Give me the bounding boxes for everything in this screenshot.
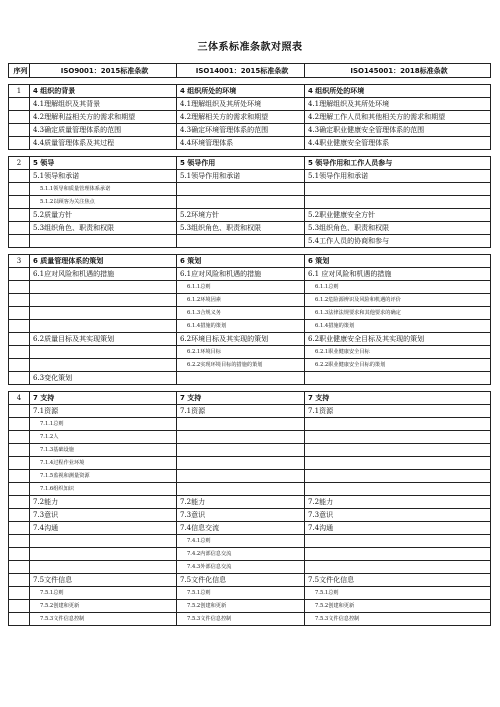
iso14001-cell: 4.3确定环境管理体系的范围 (177, 124, 305, 137)
table-row (9, 431, 491, 444)
section-number-cell (9, 483, 30, 496)
iso14001-cell (177, 183, 305, 196)
iso14001-cell: 7.4.2内部信息交流 (177, 548, 305, 561)
section-number-cell (9, 561, 30, 574)
section-number-cell (9, 535, 30, 548)
iso9001-cell: 7.3意识 (30, 509, 177, 522)
iso14001-cell: 6.1应对风险和机遇的措施 (177, 268, 305, 281)
iso9001-cell: 7 支持 (30, 392, 177, 405)
iso45001-cell: 7.5文件化信息 (305, 574, 491, 587)
iso9001-cell: 6.2质量目标及其实现策划 (30, 333, 177, 346)
iso45001-cell: 5.1领导作用和承诺 (305, 170, 491, 183)
iso45001-cell: 7.5.2创建和更新 (305, 600, 491, 613)
section-number-cell (9, 470, 30, 483)
iso45001-cell: 4.1理解组织及其所处环境 (305, 98, 491, 111)
section-number-cell (9, 346, 30, 359)
section-number: 2 (9, 157, 30, 170)
table-row (9, 255, 491, 268)
iso9001-cell: 7.1.5监视和测量资源 (30, 470, 177, 483)
table-row (9, 359, 491, 372)
col-header-iso45001: ISO145001：2018标准条款 (305, 64, 491, 78)
iso45001-cell: 6.2.2职业健康安全目标的策划 (305, 359, 491, 372)
iso45001-cell (305, 535, 491, 548)
iso9001-cell (30, 235, 177, 248)
section-number: 1 (9, 85, 30, 98)
iso14001-cell: 5.1领导作用和承诺 (177, 170, 305, 183)
gap-cell (177, 150, 305, 157)
iso9001-cell: 5 领导 (30, 157, 177, 170)
section-number-cell (9, 235, 30, 248)
table-row (9, 333, 491, 346)
gap-cell (305, 78, 491, 85)
section-number-cell (9, 522, 30, 535)
gap-cell (30, 78, 177, 85)
iso45001-cell: 4.2理解工作人员和其他相关方的需求和期望 (305, 111, 491, 124)
section-number-cell (9, 281, 30, 294)
iso14001-cell (177, 444, 305, 457)
iso45001-cell: 7.5.1总则 (305, 587, 491, 600)
iso9001-cell: 7.5.2创建和更新 (30, 600, 177, 613)
col-header-iso14001: ISO14001：2015标准条款 (177, 64, 305, 78)
iso9001-cell: 7.1资源 (30, 405, 177, 418)
iso45001-cell (305, 483, 491, 496)
iso45001-cell: 5.3组织角色、职责和权限 (305, 222, 491, 235)
section-number-cell (9, 137, 30, 150)
gap-cell (30, 150, 177, 157)
iso9001-cell: 4.2理解利益相关方的需求和期望 (30, 111, 177, 124)
iso9001-cell (30, 548, 177, 561)
table-row (9, 98, 491, 111)
iso9001-cell: 5.1.1领导和质量管理体系承诺 (30, 183, 177, 196)
iso45001-cell: 4.4职业健康安全管理体系 (305, 137, 491, 150)
iso14001-cell: 7.4.3外部信息交流 (177, 561, 305, 574)
section-number-cell (9, 124, 30, 137)
iso45001-cell (305, 196, 491, 209)
table-row (9, 600, 491, 613)
iso45001-cell: 4.3确定职业健康安全管理体系的范围 (305, 124, 491, 137)
iso14001-cell: 7.5.1总则 (177, 587, 305, 600)
iso14001-cell: 4.1理解组织及其所处环境 (177, 98, 305, 111)
header-row (9, 64, 491, 78)
table-row (9, 320, 491, 333)
iso14001-cell: 7.4信息交流 (177, 522, 305, 535)
iso14001-cell: 7.5.3文件信息控制 (177, 613, 305, 626)
iso14001-cell: 4.2理解相关方的需求和期望 (177, 111, 305, 124)
gap-cell (177, 248, 305, 255)
gap-cell (9, 78, 30, 85)
iso45001-cell: 7.4沟通 (305, 522, 491, 535)
iso45001-cell (305, 418, 491, 431)
iso14001-cell (177, 431, 305, 444)
iso9001-cell: 7.1.1总则 (30, 418, 177, 431)
iso45001-cell: 7.3意识 (305, 509, 491, 522)
iso14001-cell: 7.2能力 (177, 496, 305, 509)
iso45001-cell (305, 470, 491, 483)
section-number-cell (9, 98, 30, 111)
section-number-cell (9, 183, 30, 196)
section-gap-row (9, 150, 491, 157)
iso45001-cell: 6.2.1职业健康安全目标 (305, 346, 491, 359)
section-number-cell (9, 268, 30, 281)
col-header-iso9001: ISO9001：2015标准条款 (30, 64, 177, 78)
iso14001-cell: 6.2.2实现环境目标的措施的策划 (177, 359, 305, 372)
gap-cell (305, 248, 491, 255)
table-body (9, 78, 491, 626)
table-row (9, 85, 491, 98)
table-row (9, 392, 491, 405)
gap-cell (177, 78, 305, 85)
iso9001-cell: 5.2质量方针 (30, 209, 177, 222)
iso14001-cell (177, 470, 305, 483)
section-number-cell (9, 496, 30, 509)
gap-cell (9, 385, 30, 392)
iso9001-cell (30, 359, 177, 372)
table-row (9, 535, 491, 548)
section-number-cell (9, 170, 30, 183)
gap-cell (30, 248, 177, 255)
iso45001-cell: 4 组织所处的环境 (305, 85, 491, 98)
section-number-cell (9, 431, 30, 444)
iso14001-cell: 7.3意识 (177, 509, 305, 522)
iso9001-cell: 6.1应对风险和机遇的措施 (30, 268, 177, 281)
section-number-cell (9, 372, 30, 385)
iso14001-cell (177, 457, 305, 470)
table-row (9, 183, 491, 196)
table-row (9, 124, 491, 137)
section-number-cell (9, 548, 30, 561)
section-number-cell (9, 320, 30, 333)
table-row (9, 209, 491, 222)
col-header-seq: 序列 (9, 64, 30, 78)
table-row (9, 574, 491, 587)
section-gap-row (9, 248, 491, 255)
iso14001-cell (177, 418, 305, 431)
section-number-cell (9, 600, 30, 613)
gap-cell (30, 385, 177, 392)
gap-cell (305, 150, 491, 157)
table-row (9, 222, 491, 235)
iso14001-cell: 7.1资源 (177, 405, 305, 418)
iso14001-cell (177, 483, 305, 496)
table-row (9, 268, 491, 281)
iso9001-cell (30, 561, 177, 574)
iso9001-cell: 5.3组织角色、职责和权限 (30, 222, 177, 235)
section-number-cell (9, 333, 30, 346)
iso14001-cell: 7.5.2创建和更新 (177, 600, 305, 613)
table-row (9, 457, 491, 470)
section-gap-row (9, 78, 491, 85)
iso9001-cell: 4.1理解组织及其背景 (30, 98, 177, 111)
iso9001-cell: 4 组织的背景 (30, 85, 177, 98)
iso9001-cell: 7.5.3文件信息控制 (30, 613, 177, 626)
iso45001-cell: 6.1.2危险源辨识及风险和机遇的评价 (305, 294, 491, 307)
iso14001-cell (177, 372, 305, 385)
table-row (9, 137, 491, 150)
section-number-cell (9, 587, 30, 600)
iso9001-cell: 7.1.4过程作业环境 (30, 457, 177, 470)
iso45001-cell: 7.1资源 (305, 405, 491, 418)
iso45001-cell: 5.2职业健康安全方针 (305, 209, 491, 222)
table-row (9, 372, 491, 385)
table-row (9, 405, 491, 418)
table-row (9, 235, 491, 248)
table-row (9, 307, 491, 320)
iso14001-cell: 5 领导作用 (177, 157, 305, 170)
section-number-cell (9, 405, 30, 418)
section-number-cell (9, 294, 30, 307)
table-row (9, 470, 491, 483)
iso9001-cell: 4.3确定质量管理体系的范围 (30, 124, 177, 137)
iso14001-cell: 5.2环境方针 (177, 209, 305, 222)
table-row (9, 111, 491, 124)
section-number-cell (9, 613, 30, 626)
table-row (9, 170, 491, 183)
iso45001-cell (305, 457, 491, 470)
iso9001-cell: 6 质量管理体系的策划 (30, 255, 177, 268)
section-number-cell (9, 359, 30, 372)
clause-comparison-table (8, 63, 491, 626)
gap-cell (177, 385, 305, 392)
iso14001-cell: 7.5文件化信息 (177, 574, 305, 587)
iso45001-cell (305, 561, 491, 574)
iso45001-cell (305, 431, 491, 444)
iso14001-cell (177, 196, 305, 209)
table-row (9, 561, 491, 574)
iso9001-cell: 7.5文件信息 (30, 574, 177, 587)
iso45001-cell (305, 372, 491, 385)
iso14001-cell: 6 策划 (177, 255, 305, 268)
iso45001-cell: 6 策划 (305, 255, 491, 268)
document-title: 三体系标准条款对照表 (197, 42, 303, 53)
table-row (9, 483, 491, 496)
iso45001-cell: 6.1.4措施的策划 (305, 320, 491, 333)
section-number: 3 (9, 255, 30, 268)
iso45001-cell: 7.2能力 (305, 496, 491, 509)
gap-cell (9, 248, 30, 255)
iso9001-cell: 6.3变化策划 (30, 372, 177, 385)
iso9001-cell (30, 320, 177, 333)
iso9001-cell: 7.1.3基础设施 (30, 444, 177, 457)
iso14001-cell: 5.3组织角色、职责和权限 (177, 222, 305, 235)
section-number-cell (9, 196, 30, 209)
section-number-cell (9, 509, 30, 522)
section-number-cell (9, 418, 30, 431)
iso14001-cell: 6.2.1环境目标 (177, 346, 305, 359)
section-gap-row (9, 385, 491, 392)
table-row (9, 294, 491, 307)
table-row (9, 281, 491, 294)
iso45001-cell: 6.2职业健康安全目标及其实现的策划 (305, 333, 491, 346)
section-number-cell (9, 574, 30, 587)
iso14001-cell: 6.1.1总则 (177, 281, 305, 294)
iso14001-cell: 6.2环境目标及其实现的策划 (177, 333, 305, 346)
iso14001-cell: 4 组织所处的环境 (177, 85, 305, 98)
table-row (9, 346, 491, 359)
iso9001-cell (30, 307, 177, 320)
table-row (9, 548, 491, 561)
section-number-cell (9, 111, 30, 124)
iso9001-cell: 4.4质量管理体系及其过程 (30, 137, 177, 150)
table-row (9, 444, 491, 457)
table-row (9, 522, 491, 535)
table-row (9, 418, 491, 431)
section-number-cell (9, 444, 30, 457)
iso9001-cell: 7.5.1总则 (30, 587, 177, 600)
iso14001-cell: 7 支持 (177, 392, 305, 405)
iso9001-cell (30, 535, 177, 548)
iso9001-cell: 7.1.6组织知识 (30, 483, 177, 496)
iso9001-cell (30, 294, 177, 307)
iso45001-cell (305, 548, 491, 561)
iso9001-cell: 7.1.2人 (30, 431, 177, 444)
section-number-cell (9, 307, 30, 320)
iso14001-cell: 7.4.1总则 (177, 535, 305, 548)
table-row (9, 196, 491, 209)
table-row (9, 157, 491, 170)
gap-cell (9, 150, 30, 157)
iso45001-cell: 6.1 应对风险和机遇的措施 (305, 268, 491, 281)
iso14001-cell: 6.1.2环境因素 (177, 294, 305, 307)
section-number-cell (9, 222, 30, 235)
gap-cell (305, 385, 491, 392)
section-number: 4 (9, 392, 30, 405)
iso14001-cell: 6.1.3合规义务 (177, 307, 305, 320)
table-row (9, 587, 491, 600)
iso45001-cell: 6.1.1总则 (305, 281, 491, 294)
iso45001-cell: 6.1.3法律法规要求和其他要求的确定 (305, 307, 491, 320)
iso45001-cell (305, 183, 491, 196)
table-row (9, 613, 491, 626)
iso45001-cell: 5 领导作用和工作人员参与 (305, 157, 491, 170)
section-number-cell (9, 457, 30, 470)
table-row (9, 496, 491, 509)
iso45001-cell (305, 444, 491, 457)
iso45001-cell: 7.5.3文件信息控制 (305, 613, 491, 626)
table-row (9, 509, 491, 522)
iso14001-cell (177, 235, 305, 248)
iso9001-cell (30, 281, 177, 294)
iso9001-cell: 5.1领导和承诺 (30, 170, 177, 183)
iso14001-cell: 6.1.4措施的策划 (177, 320, 305, 333)
iso9001-cell (30, 346, 177, 359)
iso9001-cell: 5.1.2以顾客为关注焦点 (30, 196, 177, 209)
iso45001-cell: 7 支持 (305, 392, 491, 405)
section-number-cell (9, 209, 30, 222)
iso14001-cell: 4.4环境管理体系 (177, 137, 305, 150)
iso9001-cell: 7.2能力 (30, 496, 177, 509)
iso45001-cell: 5.4工作人员的协商和参与 (305, 235, 491, 248)
iso9001-cell: 7.4沟通 (30, 522, 177, 535)
